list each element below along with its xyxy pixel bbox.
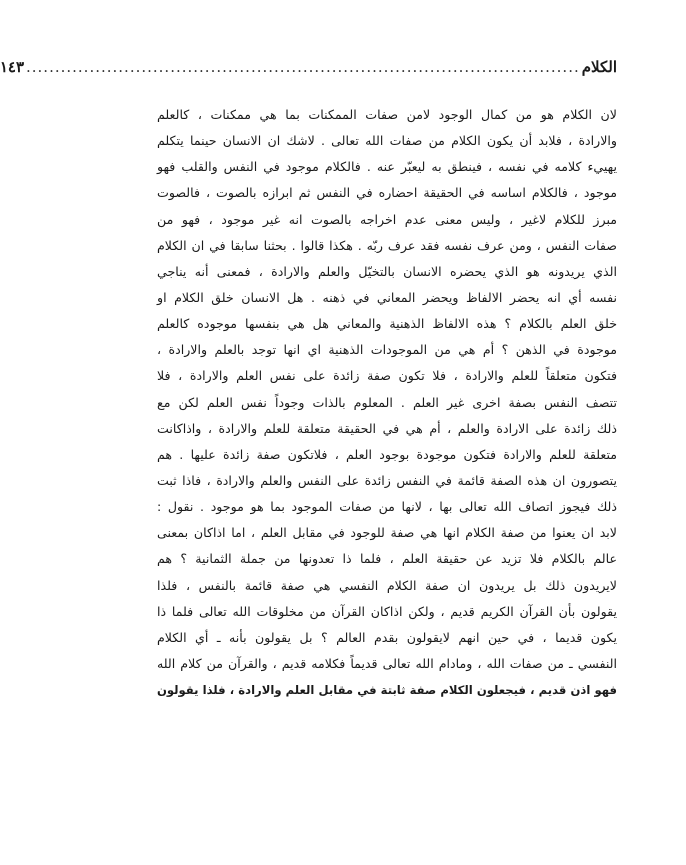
- text-line: يهييء كلامه في نفسه ، فينطق به ليعبّر عنه . فالكلام موجود في النفس والقلب فهو: [157, 159, 617, 175]
- text-line: ذلك فيجوز اتصاف الله تعالى بها ، لانها من صفات الموجود بما هو موجود . نقول :: [157, 499, 617, 515]
- text-line: يتصورون ان هذه الصفة قائمة في النفس زائدة على النفس والعلم والارادة ، فاذا ثبت: [157, 472, 617, 488]
- book-page: [0, 58, 617, 703]
- text-line: موجودة في الذهن ؟ أم هي من الموجودات الذهنية اي انها توجد بالعلم والارادة ،: [157, 342, 617, 358]
- text-line: متعلقة للعلم والارادة فتكون موجودة بوجود العلم ، فلاتكون صفة زائدة عليها . هم: [157, 446, 617, 462]
- text-line: الذي يريدونه هو الذي يحضره الانسان بالتخيّل والعلم والارادة ، فمعنى أنه يناجي: [157, 263, 617, 279]
- page-number: ١٤٣: [0, 58, 24, 76]
- text-line: فتكون متعلقاً للعلم والارادة ، فلا تكون صفة زائدة على نفس العلم والارادة ، فلا: [157, 368, 617, 384]
- text-line: لابد ان يعنوا من صفة الكلام انها هي صفة للوجود في مقابل العلم ، اما اذاكان بمعنى: [157, 525, 617, 541]
- text-line: عالم بالكلام فلا تزيد عن حقيقة العلم ، فلما ذا تعدونها من جملة الثمانية ؟ هم: [157, 551, 617, 567]
- text-line: يكون قديما ، في حين انهم لايقولون بقدم العالم ؟ بل يقولون بأنه ـ أي الكلام: [157, 629, 617, 645]
- text-line: فهو اذن قديم ، فيجعلون الكلام صفة ثابتة في مقابل العلم والارادة ، فلذا يقولون: [157, 683, 617, 698]
- text-line: لايريدون ذلك بل يريدون ان صفة الكلام النفسي هي صفة قائمة بالنفس ، فلذا: [157, 577, 617, 593]
- text-line: صفات النفس ، ومن عرف نفسه فقد عرف ربّه . هكذا قالوا . بحثنا سابقا في ان الكلام: [157, 237, 617, 253]
- text-line: موجود ، فالكلام اساسه في الحقيقة احضاره في النفس ثم ابرازه بالصوت ، فالصوت: [157, 185, 617, 201]
- text-line: ذلك زائدة على الارادة والعلم ، أم هي في الحقيقة متعلقة للعلم والارادة ، واذاكانت: [157, 420, 617, 436]
- running-header: [0, 58, 617, 86]
- text-line: مبرز للكلام لاغير ، وليس معنى عدم اخراجه بالصوت انه غير موجود ، فهو من: [157, 211, 617, 227]
- text-line: لان الكلام هو من كمال الوجود لامن صفات الممكنات بما هي ممكنات ، كالعلم: [157, 107, 617, 122]
- text-line: خلق العلم بالكلام ؟ هذه الالفاظ الذهنية والمعاني هل هي بنفسها موجوده كالعلم: [157, 316, 617, 332]
- text-line: يقولون بأن القرآن الكريم قديم ، ولكن اذاكان القرآن من مخلوقات الله تعالى فلما ذا: [157, 603, 617, 619]
- text-line: النفسي ـ من صفات الله ، ومادام الله تعالى قديماً فكلامه قديم ، والقرآن من كلام الله: [157, 655, 617, 671]
- dot-leader: ................................................................................................: [26, 58, 580, 76]
- text-line: والارادة ، فلابد أن يكون الكلام من صفات الله تعالى . لاشك ان الانسان حينما يتكلم: [157, 133, 617, 149]
- body-text: [157, 102, 617, 703]
- text-line: تتصف النفس بصفة اخرى غير العلم . المعلوم بالذات وجوداً نفس العلم لكن مع: [157, 394, 617, 410]
- text-line: نفسه أي انه يحضر الالفاظ ويحضر المعاني في ذهنه . هل الانسان خلق الكلام او: [157, 289, 617, 305]
- chapter-title: الكلام: [581, 58, 617, 76]
